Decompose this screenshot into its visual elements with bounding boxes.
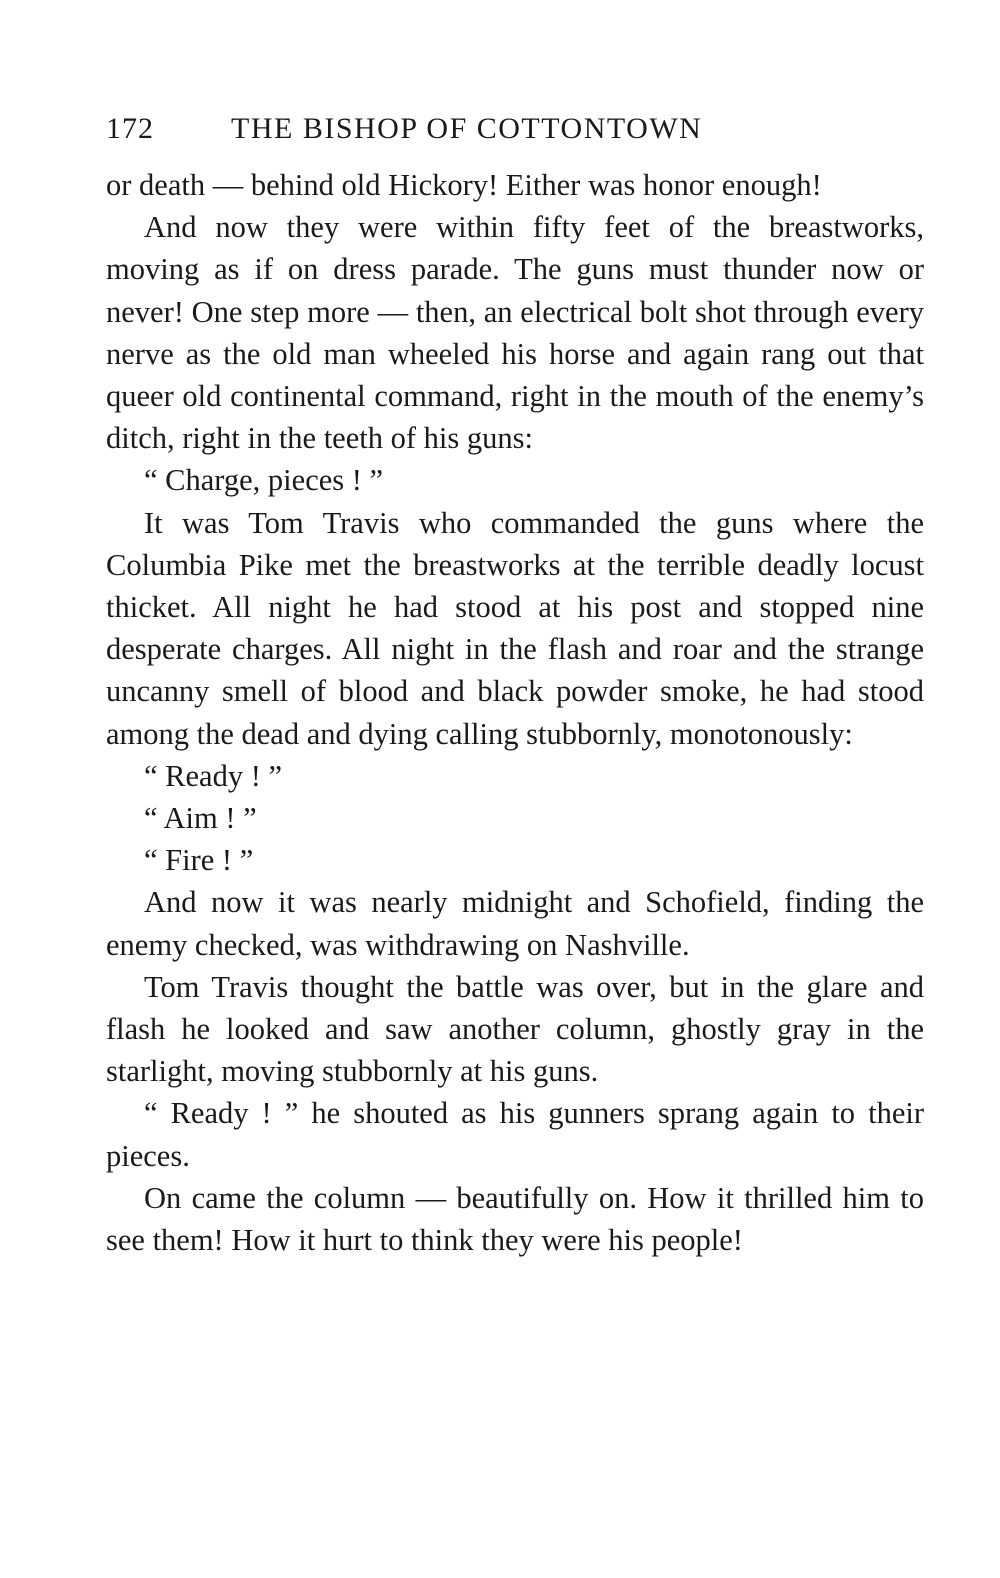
dialogue-line: “ Charge, pieces ! ” [144, 463, 384, 498]
paragraph: It was Tom Travis who commanded the guns where the Columbia Pike met the breastworks at the terrible deadly locust thicket. All night he had stood at his post and stopped nine desperate charges. All night in the flash and roar and the strange uncanny smell of blood and black powder smoke, he had stood among the dead and dying calling stubbornly, monotonously: [106, 505, 924, 751]
paragraph: And now it was nearly midnight and Schofield, finding the enemy checked, was withdrawing on Nashville. [106, 885, 924, 962]
paragraph: And now they were within fifty feet of the breastworks, moving as if on dress parade. The guns must thunder now or never! One step more — then, an electrical bolt shot through every nerve as the old man wheeled his horse and again rang out that queer old continental command, right in the mouth of the enemy’s ditch, right in the teeth of his guns: [106, 210, 924, 456]
paragraph: “ Ready ! ” he shouted as his gunners sprang again to their pieces. [106, 1096, 924, 1173]
page-number: 172 [106, 112, 154, 145]
body-text [106, 164, 924, 1261]
book-title: THE BISHOP OF COTTONTOWN [231, 112, 703, 145]
running-head [106, 112, 924, 164]
book-page [106, 112, 924, 1261]
dialogue-line: “ Fire ! ” [144, 843, 254, 878]
dialogue-line: “ Ready ! ” [144, 758, 283, 793]
paragraph: On came the column — beautifully on. How it thrilled him to see them! How it hurt to think they were his people! [106, 1180, 924, 1258]
paragraph: Tom Travis thought the battle was over, but in the glare and flash he looked and saw another column, ghostly gray in the starlight, moving stubbornly at his guns. [106, 969, 924, 1089]
paragraph: or death — behind old Hickory! Either was honor enough! [106, 168, 822, 202]
dialogue-line: “ Aim ! ” [144, 801, 257, 836]
